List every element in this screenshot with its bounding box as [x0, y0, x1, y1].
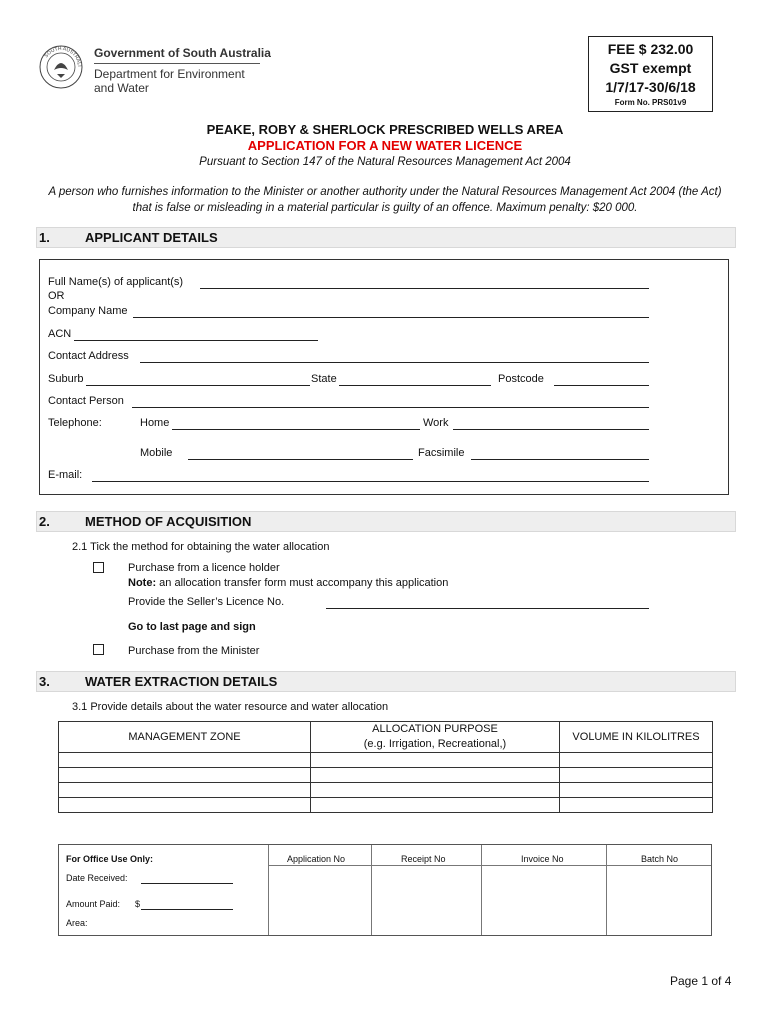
section-2-1-instruction: 2.1 Tick the method for obtaining the water allocation	[72, 541, 330, 553]
option-licence-holder: Purchase from a licence holder	[128, 562, 280, 574]
note-label: Note:	[128, 577, 157, 589]
email-label: E-mail:	[48, 469, 83, 481]
work-phone-field[interactable]	[453, 429, 649, 430]
management-zone-cell[interactable]	[59, 798, 311, 813]
allocation-purpose-header	[311, 722, 560, 753]
postcode-field[interactable]	[554, 385, 649, 386]
page-number: Page 1 of 4	[670, 974, 732, 988]
table-row	[59, 783, 713, 798]
contact-person-field[interactable]	[132, 407, 649, 408]
government-logo	[38, 44, 278, 104]
amount-paid-field[interactable]	[141, 909, 233, 910]
area-title: PEAKE, ROBY & SHERLOCK PRESCRIBED WELLS AREA	[206, 122, 564, 137]
facsimile-label: Facsimile	[418, 447, 465, 459]
volume-cell[interactable]	[560, 768, 713, 783]
gov-divider	[94, 63, 260, 64]
volume-cell[interactable]	[560, 783, 713, 798]
or-label: OR	[48, 290, 65, 302]
section-1-title: APPLICANT DETAILS	[85, 230, 218, 245]
gov-title: Government of South Australia	[94, 46, 271, 60]
office-divider	[268, 845, 269, 935]
dept-line-2: and Water	[94, 81, 149, 95]
section-3-number: 3.	[39, 674, 50, 689]
email-field[interactable]	[92, 481, 649, 482]
full-names-label: Full Name(s) of applicant(s)	[48, 276, 184, 288]
pursuant-text: Pursuant to Section 147 of the Natural Resources Management Act 2004	[199, 156, 571, 168]
licence-holder-checkbox[interactable]	[93, 562, 104, 573]
area-label: Area:	[66, 918, 88, 928]
management-zone-cell[interactable]	[59, 753, 311, 768]
suburb-field[interactable]	[86, 385, 310, 386]
allocation-purpose-title: ALLOCATION PURPOSE	[372, 723, 498, 735]
dept-line-1: Department for Environment	[94, 67, 245, 81]
allocation-purpose-cell[interactable]	[311, 768, 560, 783]
work-phone-label: Work	[423, 417, 449, 429]
application-no-header: Application No	[287, 854, 346, 864]
home-phone-label: Home	[140, 417, 170, 429]
amount-paid-label: Amount Paid:	[66, 899, 121, 909]
water-extraction-table	[58, 721, 713, 813]
full-names-field[interactable]	[200, 288, 649, 289]
management-zone-header: MANAGEMENT ZONE	[59, 722, 311, 753]
dollar-sign: $	[135, 899, 141, 909]
postcode-label: Postcode	[498, 373, 544, 385]
management-zone-cell[interactable]	[59, 768, 311, 783]
company-name-label: Company Name	[48, 305, 128, 317]
office-use-box	[58, 844, 712, 936]
office-divider	[481, 845, 482, 935]
acn-field[interactable]	[74, 340, 318, 341]
contact-address-field[interactable]	[140, 362, 649, 363]
date-received-field[interactable]	[141, 883, 233, 884]
table-row	[59, 798, 713, 813]
receipt-no-header: Receipt No	[401, 854, 446, 864]
gst-status: GST exempt	[609, 60, 692, 76]
state-field[interactable]	[339, 385, 491, 386]
date-received-label: Date Received:	[66, 873, 128, 883]
option-minister: Purchase from the Minister	[128, 645, 260, 657]
fee-amount: FEE $ 232.00	[607, 41, 694, 57]
table-header-row	[59, 722, 713, 753]
mobile-field[interactable]	[188, 459, 413, 460]
batch-no-header: Batch No	[641, 854, 679, 864]
mobile-label: Mobile	[140, 447, 173, 459]
minister-checkbox[interactable]	[93, 644, 104, 655]
home-phone-field[interactable]	[172, 429, 420, 430]
section-3-title: WATER EXTRACTION DETAILS	[85, 674, 278, 689]
seller-licence-field[interactable]	[326, 608, 649, 609]
section-2-number: 2.	[39, 514, 50, 529]
office-divider	[371, 845, 372, 935]
section-3-1-instruction: 3.1 Provide details about the water resource and water allocation	[72, 701, 389, 713]
office-divider	[606, 845, 607, 935]
allocation-purpose-example: (e.g. Irrigation, Recreational,)	[363, 738, 507, 750]
fee-period: 1/7/17-30/6/18	[605, 79, 696, 95]
seller-licence-label: Provide the Seller’s Licence No.	[128, 596, 285, 608]
facsimile-field[interactable]	[471, 459, 649, 460]
office-header-rule	[268, 865, 711, 866]
acn-label: ACN	[48, 328, 72, 340]
suburb-label: Suburb	[48, 373, 84, 385]
management-zone-cell[interactable]	[59, 783, 311, 798]
volume-cell[interactable]	[560, 798, 713, 813]
note-text: an allocation transfer form must accompany this application	[156, 577, 449, 589]
table-row	[59, 753, 713, 768]
fee-box	[588, 36, 713, 112]
warning-text: A person who furnishes information to the Minister or another authority under the Natural Resources Management Act 2004 (the Act) that is false or misleading in a material particular is guilty of an offence. Maximum penalty: $20 000.	[48, 186, 722, 214]
form-number: Form No. PRS01v9	[614, 98, 687, 107]
contact-person-label: Contact Person	[48, 395, 124, 407]
allocation-purpose-cell[interactable]	[311, 753, 560, 768]
section-1-number: 1.	[39, 230, 50, 245]
volume-header: VOLUME IN KILOLITRES	[560, 722, 713, 753]
section-2-title: METHOD OF ACQUISITION	[85, 514, 252, 529]
company-name-field[interactable]	[133, 317, 649, 318]
contact-address-label: Contact Address	[48, 350, 129, 362]
seal-text: SOUTH AUSTRALI	[43, 45, 83, 67]
sa-seal-icon	[38, 44, 84, 90]
transfer-note	[128, 577, 448, 589]
invoice-no-header: Invoice No	[521, 854, 564, 864]
allocation-purpose-cell[interactable]	[311, 798, 560, 813]
state-label: State	[311, 373, 337, 385]
telephone-label: Telephone:	[48, 417, 102, 429]
section-2-header	[36, 511, 736, 532]
volume-cell[interactable]	[560, 753, 713, 768]
allocation-purpose-cell[interactable]	[311, 783, 560, 798]
section-1-header	[36, 227, 736, 248]
section-3-header	[36, 671, 736, 692]
go-last-page-text: Go to last page and sign	[128, 621, 256, 633]
office-use-title: For Office Use Only:	[66, 854, 154, 864]
table-row	[59, 768, 713, 783]
application-title: APPLICATION FOR A NEW WATER LICENCE	[247, 138, 523, 153]
